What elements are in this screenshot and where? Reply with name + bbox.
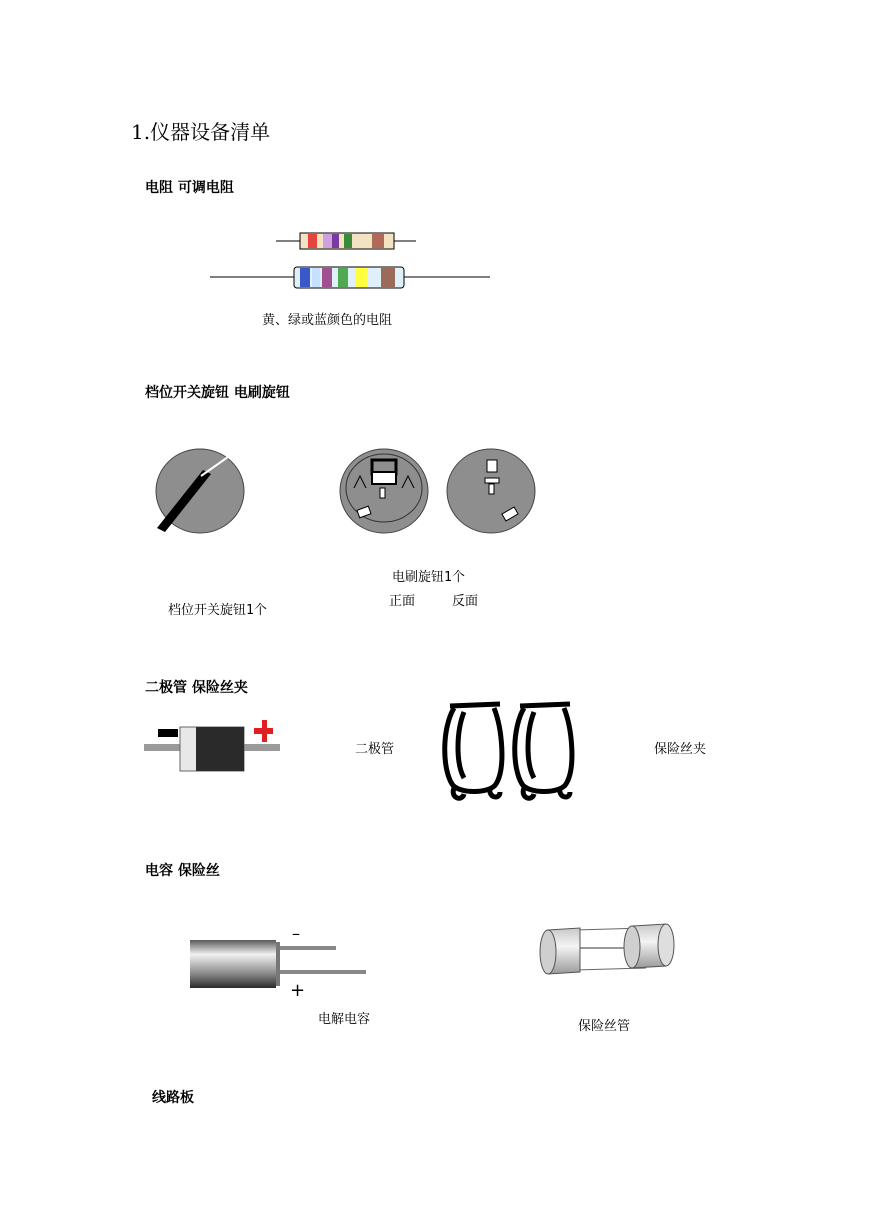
switch-knob xyxy=(153,448,253,538)
fuse-clip-illustration xyxy=(440,698,580,808)
diode-label: 二极管 xyxy=(355,742,395,757)
board-heading: 线路板 xyxy=(152,1090,194,1106)
fuse-tube-label: 保险丝管 xyxy=(578,1019,631,1034)
minus-sign: – xyxy=(292,924,300,943)
switch-knob-caption: 档位开关旋钮1个 xyxy=(168,603,267,618)
resistor-caption: 黄、绿或蓝颜色的电阻 xyxy=(262,313,393,328)
capacitor-heading: 电容 保险丝 xyxy=(145,863,220,879)
plus-sign: + xyxy=(290,980,306,1001)
diode-illustration xyxy=(144,718,284,778)
small-resistor xyxy=(276,233,416,249)
resistor-illustration xyxy=(208,228,508,298)
page-title: 1.仪器设备清单 xyxy=(131,120,271,144)
brush-knob-back xyxy=(447,448,547,538)
brush-knob-front xyxy=(340,448,440,538)
resistor-heading: 电阻 可调电阻 xyxy=(145,180,234,196)
capacitor-label: 电解电容 xyxy=(318,1012,371,1027)
large-resistor xyxy=(210,267,490,288)
knobs-heading: 档位开关旋钮 电刷旋钮 xyxy=(145,385,290,401)
capacitor-illustration xyxy=(190,934,370,1014)
fuse-tube-illustration xyxy=(536,920,686,980)
diode-heading: 二极管 保险丝夹 xyxy=(145,680,248,696)
brush-knob-caption: 电刷旋钮1个 xyxy=(392,570,465,585)
fuse-clip-label: 保险丝夹 xyxy=(654,742,707,757)
back-label: 反面 xyxy=(452,594,479,609)
front-label: 正面 xyxy=(389,594,416,609)
